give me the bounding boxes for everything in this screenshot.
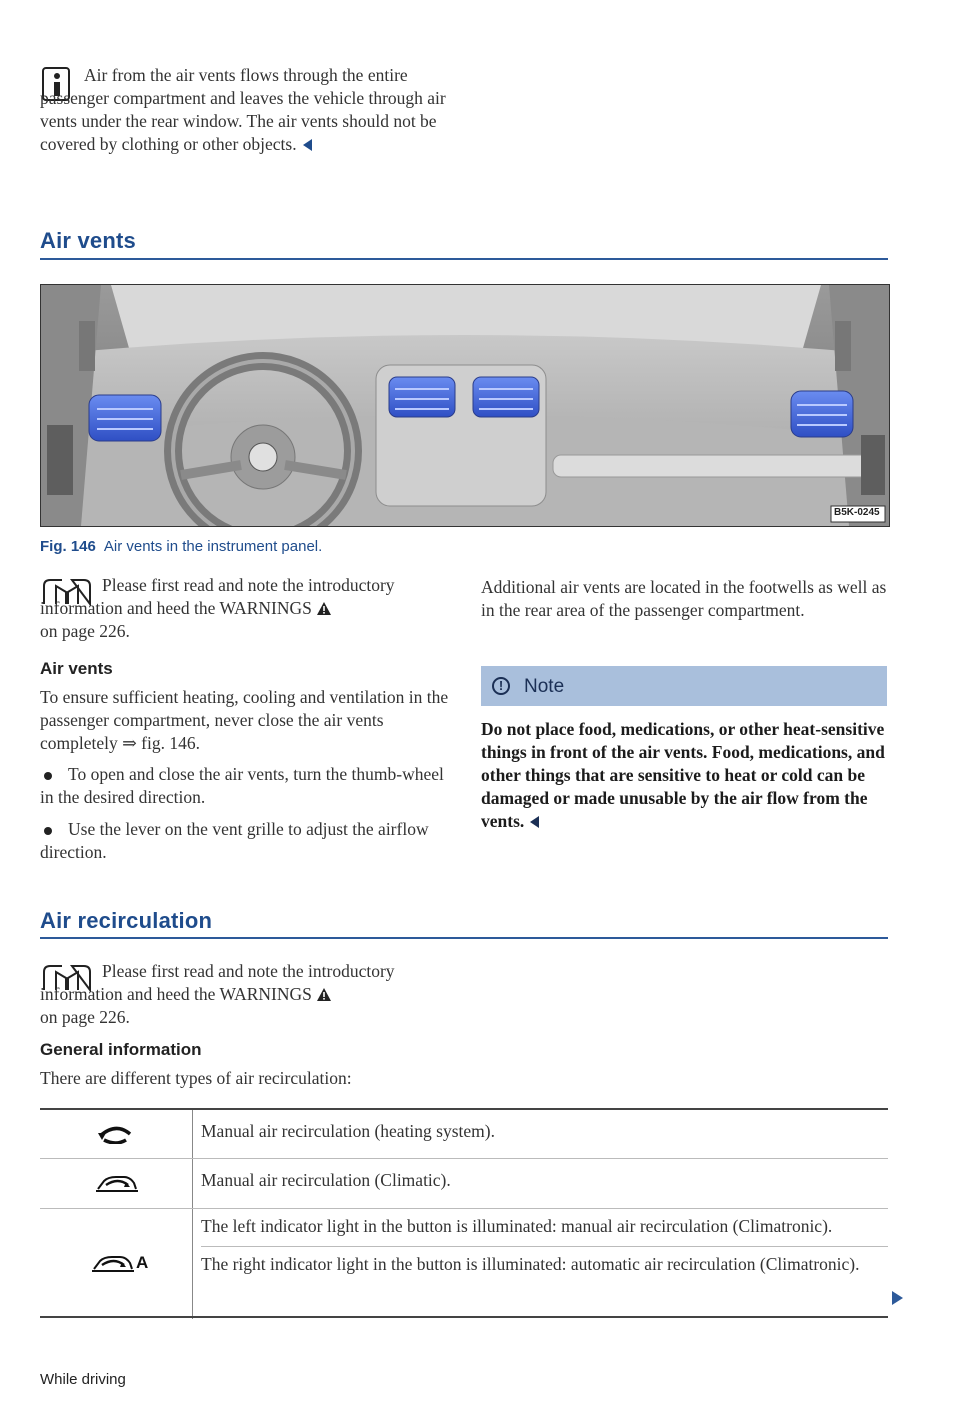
footer-chapter-label: While driving [40,1371,126,1388]
note-body: Do not place food, medications, or other heat-sensitive things in front of the air vents. Food, medications, and other things that are sensitive to heat or cold can be damaged or made unusable by the air flow from the vents. [481,719,885,831]
end-marker-icon [530,816,539,828]
note-title: Note [524,676,565,697]
section-rule [40,937,888,939]
figure-code: B5K-0245 [834,507,880,518]
warning-icon [316,987,332,1002]
recirculation-arrow-icon [96,1124,136,1144]
section-title-air-recirculation: Air recirculation [40,908,213,933]
auto-letter: A [136,1253,149,1272]
table-row [40,1208,888,1319]
intro-paragraph: Air from the air vents flows through the entire passenger compartment and leaves the vehicle through air vents under the rear window. The air vents should not be covered by clothing or other objects. [40,65,446,154]
end-marker-icon [303,139,312,151]
car-recirculation-auto-icon [90,1253,136,1275]
air-vents-paragraph: To ensure sufficient heating, cooling and ventilation in the passenger compartment, never close the air vents completely ⇒ fig. 146. [40,687,449,753]
additional-vents-paragraph: Additional air vents are located in the footwells as well as in the rear area of the passenger compartment. [481,577,887,620]
dashboard-figure [40,284,890,527]
recirculation-paragraph: There are different types of air recirculation: [40,1068,352,1088]
bullet-item-1: To open and close the air vents, turn the thumb-wheel in the desired direction. [40,764,444,807]
car-recirculation-icon [94,1173,140,1195]
figure-reference-link[interactable]: ⇒ fig. 146. [122,733,200,753]
section-title-air-vents: Air vents [40,228,136,253]
table-cell-text: The left indicator light in the button is illuminated: manual air recirculation (Climatronic). [201,1209,888,1247]
section-rule [40,258,888,260]
table-cell-text: Manual air recirculation (Climatic). [201,1170,451,1190]
table-row [40,1158,888,1208]
recirculation-table [40,1108,888,1319]
table-row [40,1108,888,1158]
warning-icon [316,601,332,616]
bullet-item-2: Use the lever on the vent grille to adjust the airflow direction. [40,819,429,862]
note-icon: ! [492,677,510,695]
read-note-air-vents: Please first read and note the introductory information and heed the WARNINGS on page 226. [40,575,395,641]
subheading-general-information: General information [40,1040,202,1059]
table-cell-text: The right indicator light in the button is illuminated: automatic air recirculation (Climatronic). [201,1254,860,1274]
table-cell-text: Manual air recirculation (heating system). [201,1121,495,1141]
next-page-arrow-icon[interactable] [892,1291,903,1305]
table-bottom-rule [40,1316,888,1318]
subheading-air-vents: Air vents [40,659,113,678]
figure-caption: Fig. 146 Air vents in the instrument panel. [40,538,323,555]
dashboard-illustration [41,285,889,526]
read-note-recirculation: Please first read and note the introductory information and heed the WARNINGS on page 226. [40,961,395,1027]
